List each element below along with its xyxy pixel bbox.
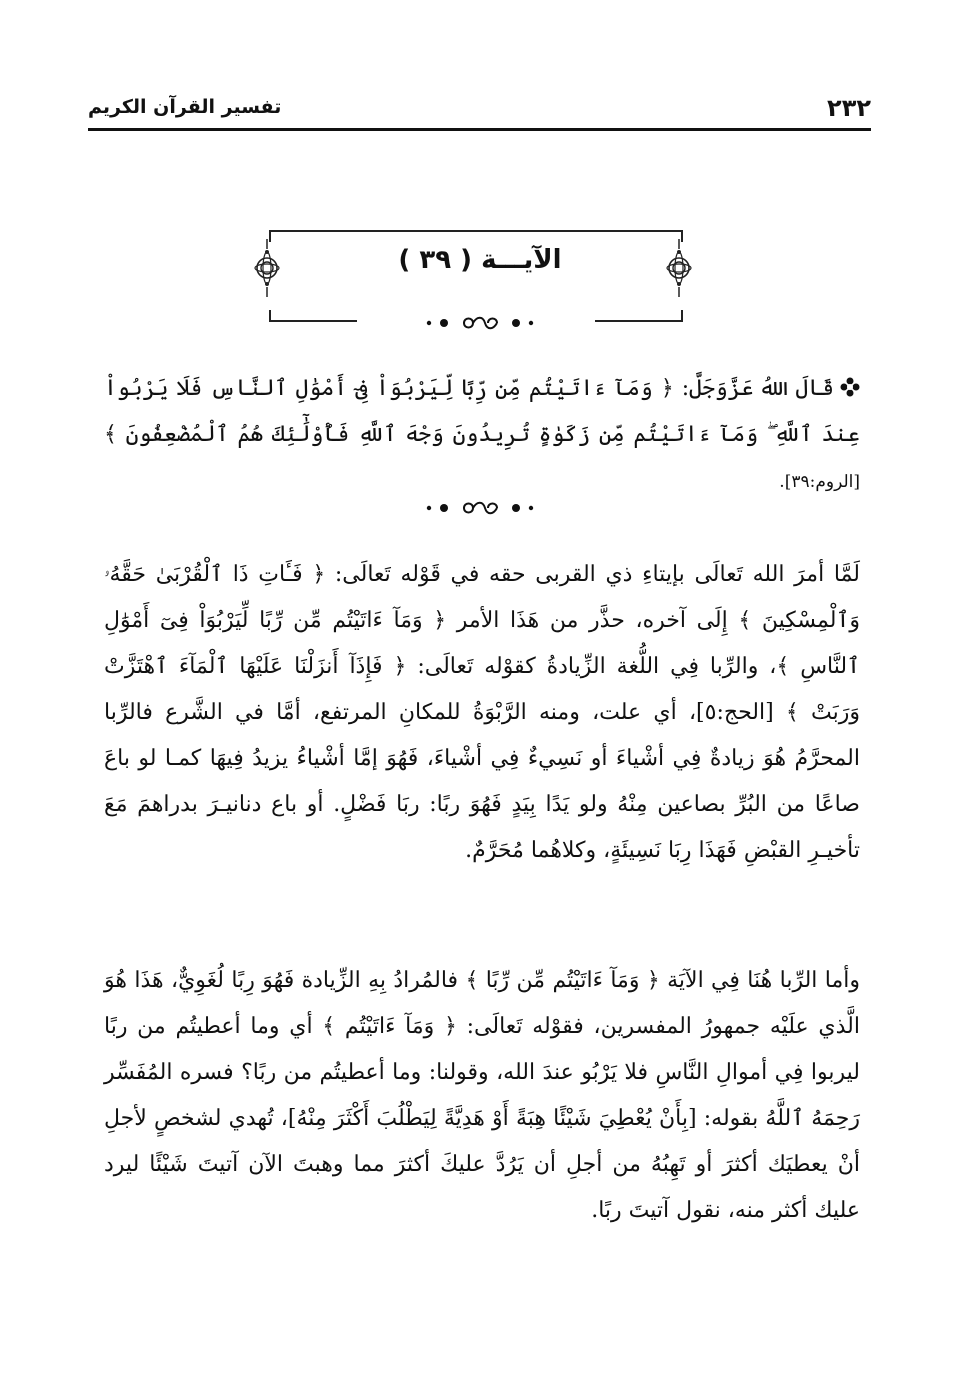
commentary-paragraph-1: لَمَّا أمرَ الله تَعالَى بإيتاءِ ذي القربى حقه في قَوْله تَعالَى: ﴿ فَـَٔاتِ ذَا ٱلْقُرْبَىٰ حَقَّهُۥ وَٱلْمِسْكِينَ ﴾ إِلَى آخره، حذَّر من هَذَا الأمر ﴿ وَمَآ ءَاتَيْتُم مِّن رِّبًا لِّيَرْبُوَاْ فِىٓ أَمْوَٰلِ ٱلنَّاسِ ﴾، والرِّبا فِي اللُّغة الزِّيادةُ كقوْله تَعالَى: ﴿ فَإِذَآ أَنزَلْنَا عَلَيْهَا ٱلْمَآءَ ٱهْتَزَّتْ وَرَبَتْ ﴾ [الحج:٥]، أي علت، ومنه الرَّبْوَةُ للمكانِ المرتفع، أمَّا في الشَّرع فالرِّبا المحرَّمُ هُوَ زيادةٌ فِي أشْياءَ أو نَسِيءٌ فِي أشْياءَ، فَهُوَ إمَّا أشْياءُ يزيدُ فِيهَا كمـا لو باعَ صاعًا من البُرِّ بصاعين مِنْهُ ولو يَدًا بِيَدٍ فَهُوَ ربًا: ربَا فَضْلٍ. أو باع دنانيـرَ بدراهمَ مَعَ تأخيـرِ القبْضِ فَهَذَا رِبَا نَسِيئَةٍ، وكلاهُما مُحَرَّمٌ.	[104, 562, 860, 863]
page-number: ٢٣٢	[827, 94, 871, 122]
section-divider-icon	[420, 313, 540, 333]
ayah-title-frame	[269, 230, 683, 322]
commentary-paragraph-2: وأما الرِّبا هُنَا فِي الآيَة ﴿ وَمَآ ءَاتَيْتُم مِّن رِّبًا ﴾ فالمُرادُ بِهِ الزِّيادة فَهُوَ رِبًا لُغَوِيٌّ، هَذَا هُوَ الَّذي علَيْه جمهورُ المفسرين، فقوْله تَعالَى: ﴿ وَمَآ ءَاتَيْتُم ﴾ أي وما أعطيتُم من ربًا ليربوا فِي أموالِ النَّاسِ فلا يَرْبُو عندَ الله، وقولنا: وما أعطيتُم من ربًا؟ فسره المُفَسِّر رَحِمَهُ ٱللَّهُ بقوله: [بِأَنْ يُعْطِيَ شَيْئًا هِبَةً أَوْ هَدِيَّةً لِيَطْلُبَ أَكْثَرَ مِنْهُ]، تُهدي لشخصٍ لأجلِ أنْ يعطيَك أكثرَ أو تَهِبُهُ من أجلِ أن يَرُدَّ عليكَ أكثرَ مما وهبتَ الآن آتيتَ شَيْئًا ليرد عليك أكثر منه، نقول آتيتَ ربًا.	[104, 968, 860, 1223]
knot-ornament-icon	[254, 239, 280, 297]
verse-intro: قَالَ اللهُ عَزَّوَجَلَّ:	[681, 376, 835, 401]
verse-reference: [الروم:٣٩].	[779, 472, 860, 492]
flower-bullet-icon	[840, 377, 860, 397]
book-title: تفسير القرآن الكريم	[88, 96, 282, 118]
ayah-title: الآيـــة ( ٣٩ )	[398, 245, 562, 275]
header-rule	[88, 128, 871, 131]
verse-block	[104, 366, 860, 505]
section-divider-icon	[420, 498, 540, 518]
knot-ornament-icon	[666, 239, 692, 297]
verse-text: ﴿ وَمَآ ءَاتَيْتُم مِّن رِّبًا لِّيَرْبُوَاْ فِىٓ أَمْوَٰلِ ٱلنَّاسِ فَلَا يَرْبُواْ عِندَ ٱللَّهِ ۖ وَمَآ ءَاتَيْتُم مِّن زَكَوٰةٍ تُرِيدُونَ وَجْهَ ٱللَّهِ فَأُوْلَٰٓئِكَ هُمُ ٱلْمُضْعِفُونَ ﴾	[104, 376, 860, 447]
running-header	[88, 92, 871, 132]
